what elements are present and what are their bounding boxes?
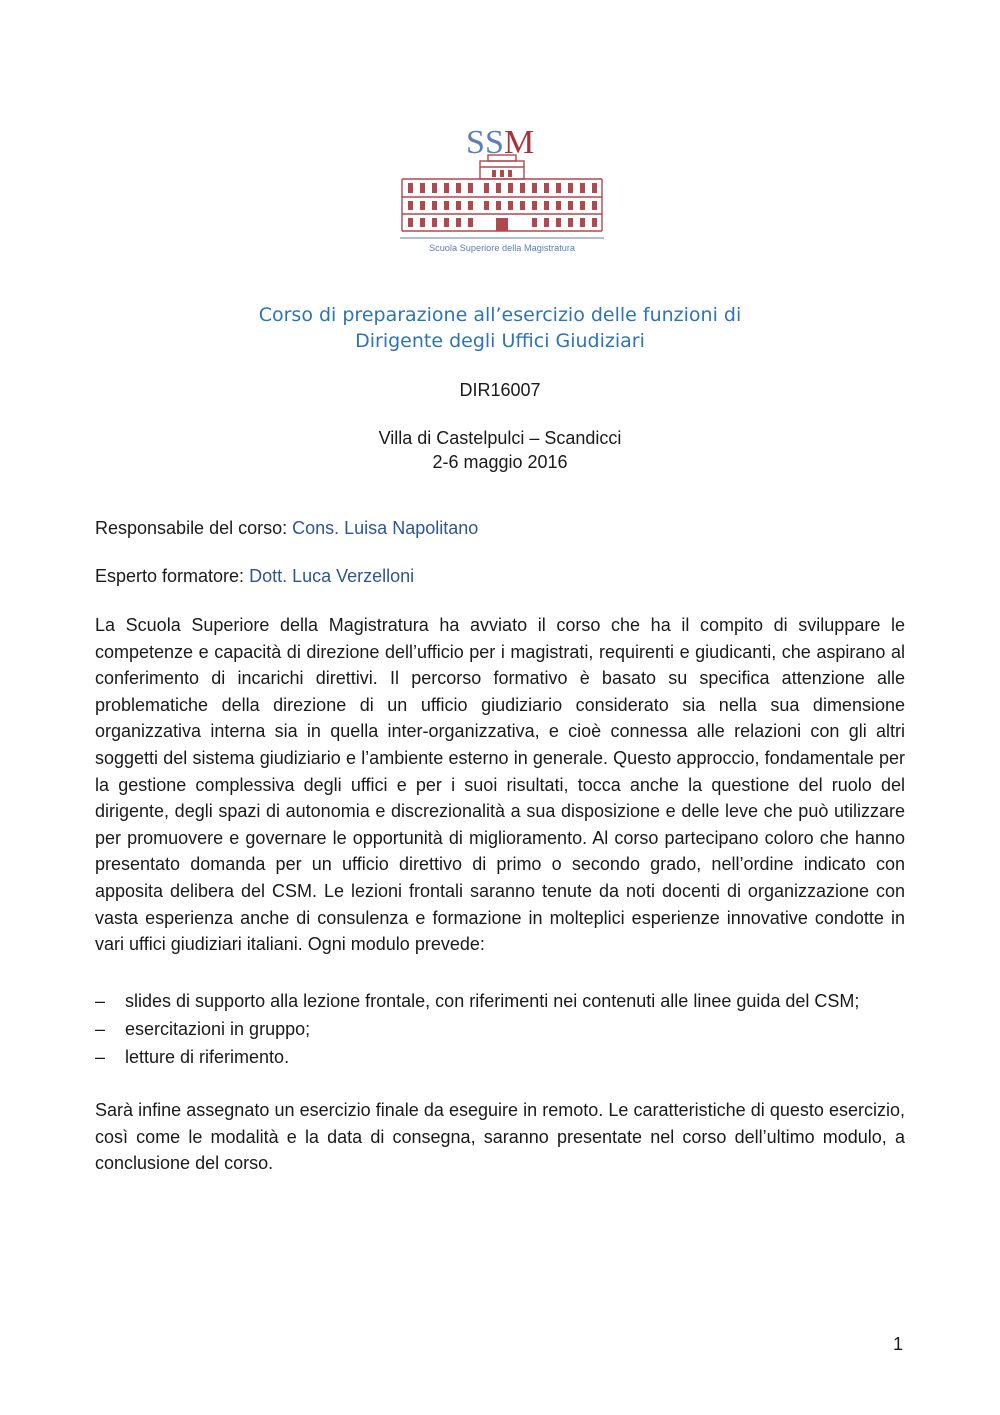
course-code: DIR16007 <box>459 380 541 400</box>
closing-paragraph: Sarà infine assegnato un esercizio finale da eseguire in remoto. Le caratteristiche di questo esercizio, così come le modalità e la data di consegna, saranno presentate nel corso dell’ultimo modulo, a conclusione del corso. <box>95 1100 905 1174</box>
course-dates: 2-6 maggio 2016 <box>432 452 568 472</box>
responsible-name: Cons. Luisa Napolitano <box>292 518 479 538</box>
bullet-dash: – <box>95 1019 106 1039</box>
logo-letter-s1: S <box>466 124 485 161</box>
course-venue: Villa di Castelpulci – Scandicci <box>378 428 622 448</box>
course-title <box>0 302 1000 354</box>
list-item-text: slides di supporto alla lezione frontale, con riferimenti nei contenuti alle linee guida del CSM; <box>125 991 860 1011</box>
list-item <box>95 1043 905 1071</box>
course-title-line2: Dirigente degli Uffici Giudiziari <box>355 330 645 352</box>
list-item <box>95 987 905 1015</box>
responsible-label: Responsabile del corso: <box>95 518 288 538</box>
module-list <box>95 987 905 1071</box>
logo-letter-m: M <box>504 124 535 161</box>
expert-name: Dott. Luca Verzelloni <box>249 566 415 586</box>
ssm-logo-graphic <box>400 119 604 257</box>
course-venue-block <box>0 426 1000 474</box>
list-item <box>95 1015 905 1043</box>
course-title-line1: Corso di preparazione all’esercizio delle funzioni di <box>258 304 742 326</box>
expert-label: Esperto formatore: <box>95 566 245 586</box>
bullet-dash: – <box>95 991 106 1011</box>
expert-line <box>95 566 414 587</box>
logo-letter-s2: S <box>485 124 504 161</box>
intro-paragraph: La Scuola Superiore della Magistratura ha avviato il corso che ha il compito di sviluppare le competenze e capacità di direzione dell’ufficio per i magistrati, requirenti e giudicanti, che aspirano al conferimento di incarichi direttivi. Il percorso formativo è basato su specifica attenzione alle problematiche della direzione di un ufficio giudiziario considerato sia nella sua dimensione organizzativa interna sia in quella inter-organizzativa, e cioè connessa alle relazioni con gli altri soggetti del sistema giudiziario e l’ambiente esterno in generale. Questo approccio, fondamentale per la gestione complessiva degli uffici e per i suoi risultati, tocca anche la questione del ruolo del dirigente, degli spazi di autonomia e discrezionalità a sua disposizione e delle leve che può utilizzare per promuovere e governare le opportunità di miglioramento. Al corso partecipano coloro che hanno presentato domanda per un ufficio direttivo di primo o secondo grado, nell’ordine indicato con apposita delibera del CSM. Le lezioni frontali saranno tenute da noti docenti di organizzazione con vasta esperienza anche di consulenza e formazione in molteplici esperienze innovative condotte in vari uffici giudiziari italiani. Ogni modulo prevede: <box>95 615 905 955</box>
ssm-logo <box>400 119 604 257</box>
page-number: 1 <box>893 1334 904 1354</box>
list-item-text: esercitazioni in gruppo; <box>125 1019 311 1039</box>
list-item-text: letture di riferimento. <box>125 1047 290 1067</box>
logo-caption: Scuola Superiore della Magistratura <box>428 243 576 253</box>
bullet-dash: – <box>95 1047 106 1067</box>
responsible-line <box>95 518 478 539</box>
